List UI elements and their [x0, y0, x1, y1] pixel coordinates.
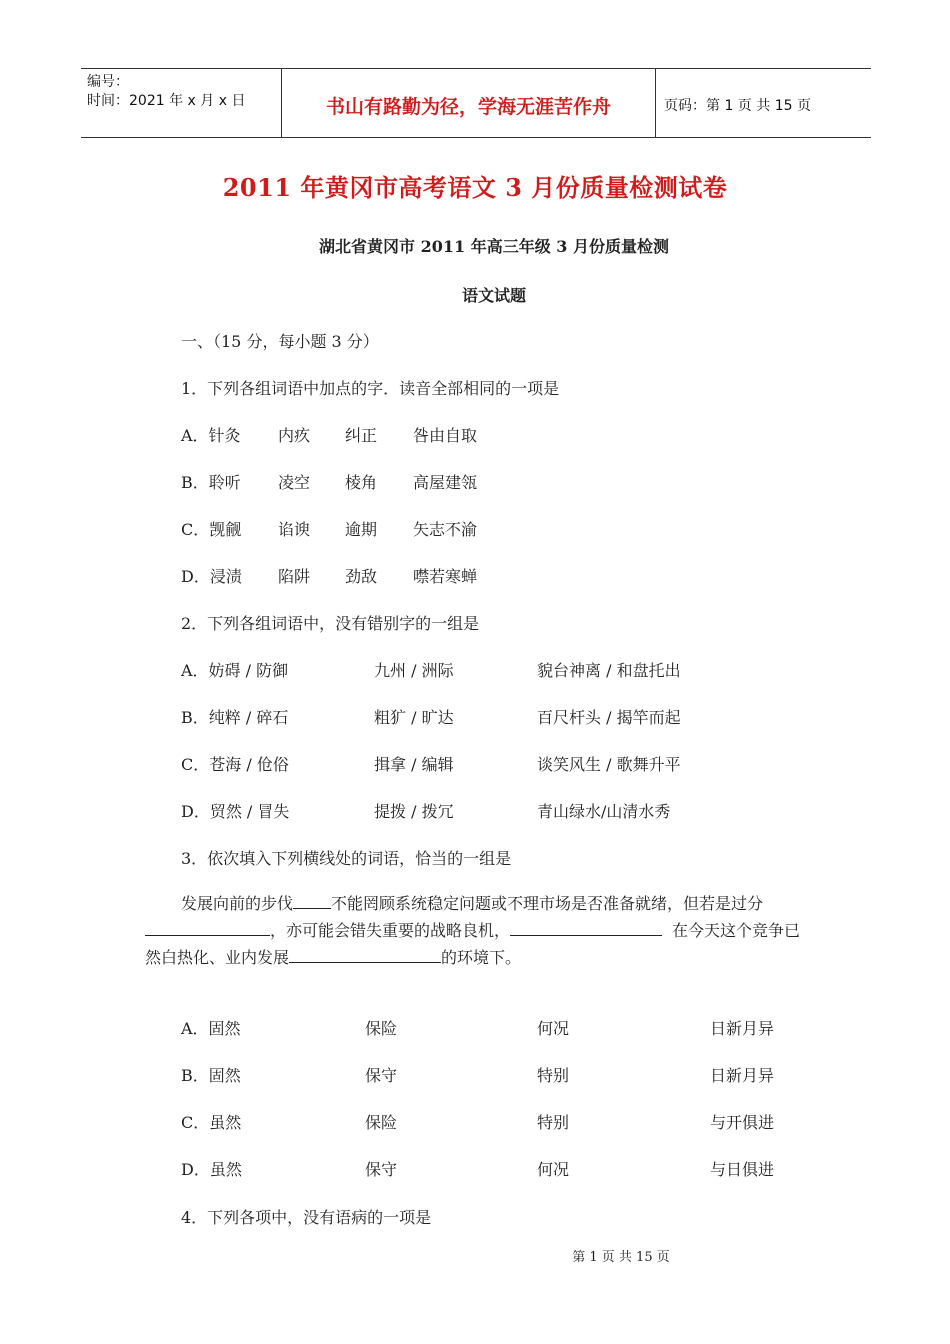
fill-blank — [293, 894, 331, 909]
serial-label: 编号： — [87, 74, 129, 90]
option-word: 粗犷 / 旷达 — [374, 708, 454, 727]
option-word: 保守 — [365, 1066, 398, 1085]
option-label: B．聆听 — [181, 473, 241, 492]
question-3-stem: 3．依次填入下列横线处的词语，恰当的一组是 — [181, 849, 512, 868]
option-word: 保守 — [365, 1160, 398, 1179]
option-word: 与开俱进 — [710, 1113, 775, 1132]
option-word: 凌空 — [278, 473, 311, 492]
page-footer: 第 1 页 共 15 页 — [572, 1250, 670, 1265]
option-word: 谄谀 — [278, 520, 311, 539]
option-word: 陷阱 — [278, 567, 311, 586]
option-word: 九州 / 洲际 — [374, 661, 454, 680]
document-title: 2011 年黄冈市高考语文 3 月份质量检测试卷 — [222, 173, 728, 202]
option-word: 保险 — [365, 1019, 398, 1038]
option-word: 特别 — [537, 1066, 570, 1085]
option-word: 特别 — [537, 1113, 570, 1132]
option-label: C．苍海 / 伧俗 — [181, 755, 289, 774]
option-word: 内疚 — [278, 426, 311, 445]
fill-blank — [145, 921, 270, 936]
option-word: 矢志不渝 — [413, 520, 478, 539]
option-word: 高屋建瓴 — [413, 473, 478, 492]
option-word: 貌台神离 / 和盘托出 — [537, 661, 681, 680]
question-2-stem: 2．下列各组词语中，没有错别字的一组是 — [181, 614, 480, 633]
passage-text: 的环境下。 — [441, 948, 522, 967]
fill-blank — [289, 948, 441, 963]
fill-blank — [510, 921, 662, 936]
option-label: B．固然 — [181, 1066, 241, 1085]
passage-text: 在今天这个竞争已然白热化、业内发展 — [145, 921, 801, 967]
option-word: 日新月异 — [710, 1066, 775, 1085]
header-page-info: 页码：第 1 页 共 15 页 — [664, 98, 811, 114]
option-label: C．觊觎 — [181, 520, 242, 539]
question-4-stem: 4．下列各项中，没有语病的一项是 — [181, 1208, 432, 1227]
header-meta — [81, 69, 282, 137]
passage-text: 发展向前的步伐 — [181, 894, 294, 913]
option-label: D．贸然 / 冒失 — [181, 802, 290, 821]
option-word: 咎由自取 — [413, 426, 478, 445]
option-word: 百尺杆头 / 揭竿而起 — [537, 708, 681, 727]
option-word: 纠正 — [345, 426, 378, 445]
passage-text: 不能罔顾系统稳定问题或不理市场是否准备就绪，但若是过分 — [331, 894, 764, 913]
option-label: A．妨碍 / 防御 — [181, 661, 289, 680]
option-word: 逾期 — [345, 520, 378, 539]
option-word: 何况 — [537, 1019, 570, 1038]
option-label: A．针灸 — [181, 426, 241, 445]
option-word: 棱角 — [345, 473, 378, 492]
page-header — [81, 68, 871, 138]
option-label: B．纯粹 / 碎石 — [181, 708, 289, 727]
passage-text: ，亦可能会错失重要的战略良机， — [270, 921, 511, 940]
option-label: A．固然 — [181, 1019, 241, 1038]
option-word: 与日俱进 — [710, 1160, 775, 1179]
option-word: 揖拿 / 编辑 — [374, 755, 454, 774]
option-word: 噤若寒蝉 — [413, 567, 478, 586]
subject-heading: 语文试题 — [461, 286, 526, 305]
section-heading: 一、（15 分，每小题 3 分） — [181, 332, 379, 351]
option-word: 劲敌 — [345, 567, 378, 586]
option-word: 日新月异 — [710, 1019, 775, 1038]
document-subtitle: 湖北省黄冈市 2011 年高三年级 3 月份质量检测 — [319, 237, 669, 256]
header-motto: 书山有路勤为径，学海无涯苦作舟 — [282, 69, 656, 137]
option-word: 提拨 / 拨冗 — [374, 802, 454, 821]
option-word: 青山绿水/山清水秀 — [537, 802, 671, 821]
date-label: 时间：2021 年 x 月 x 日 — [87, 93, 246, 109]
option-label: C．虽然 — [181, 1113, 242, 1132]
option-word: 何况 — [537, 1160, 570, 1179]
option-label: D．浸渍 — [181, 567, 242, 586]
question-1-stem: 1．下列各组词语中加点的字．读音全部相同的一项是 — [181, 379, 560, 398]
option-word: 保险 — [365, 1113, 398, 1132]
question-3-passage — [145, 890, 805, 971]
option-label: D．虽然 — [181, 1160, 242, 1179]
option-word: 谈笑风生 / 歌舞升平 — [537, 755, 681, 774]
